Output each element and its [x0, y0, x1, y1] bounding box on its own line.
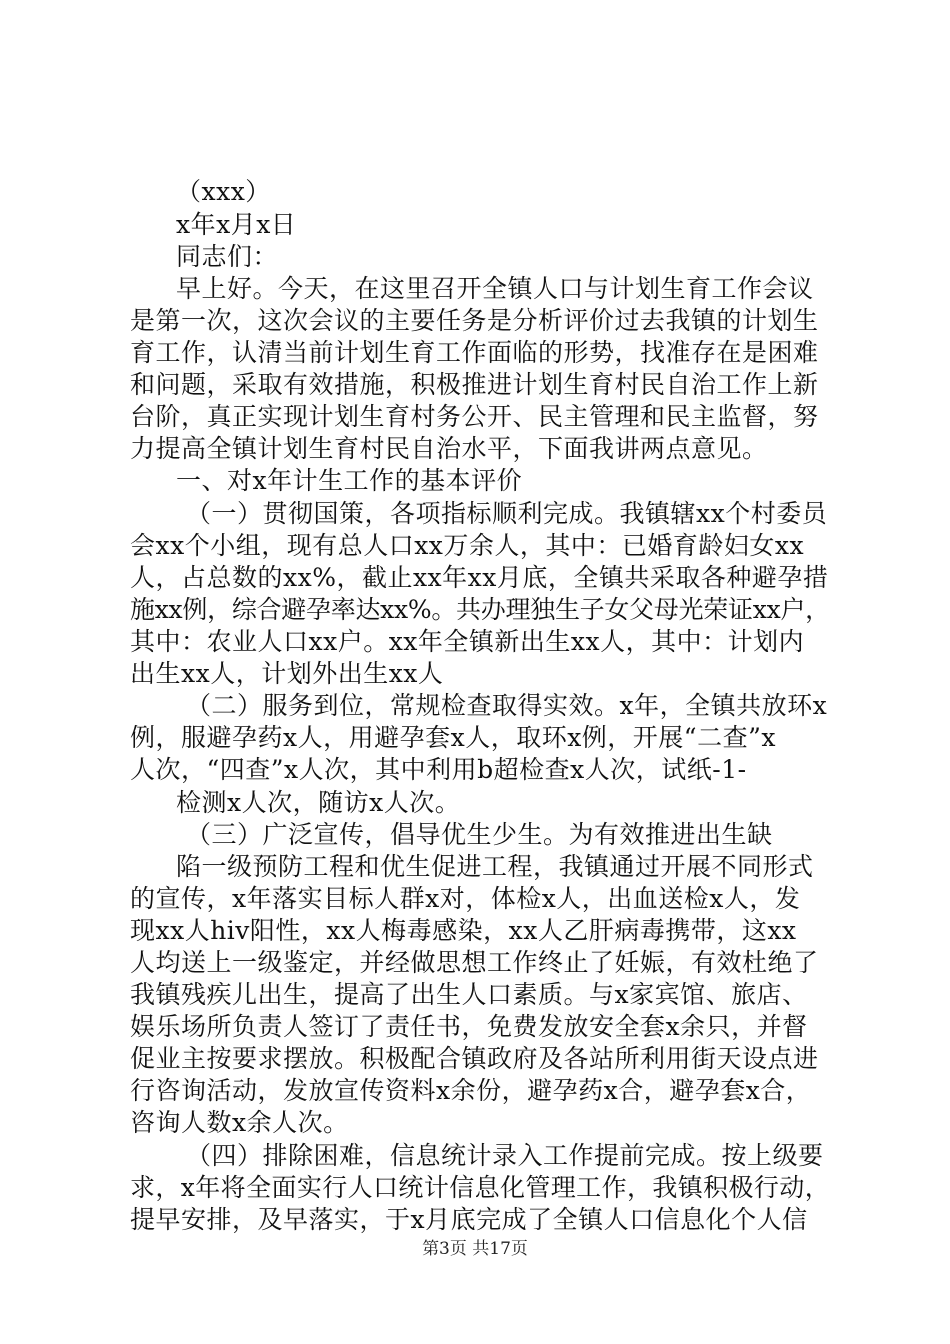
text-line: 现xx人hiv阳性，xx人梅毒感染，xx人乙肝病毒携带，这xx [130, 916, 797, 945]
text-line: 我镇残疾儿出生，提高了出生人口素质。与x家宾馆、旅店、 [130, 980, 808, 1009]
text-line: 会xx个小组，现有总人口xx万余人，其中：已婚育龄妇女xx [130, 531, 805, 560]
text-line: 台阶，真正实现计划生育村务公开、民主管理和民主监督，努 [130, 402, 819, 431]
text-line: 力提高全镇计划生育村民自治水平，下面我讲两点意见。 [130, 434, 768, 463]
text-line: （四）排除困难，信息统计录入工作提前完成。按上级要 [186, 1141, 824, 1170]
text-line: 促业主按要求摆放。积极配合镇政府及各站所利用街天设点进 [130, 1044, 819, 1073]
section-heading: 一、对x年计生工作的基本评价 [176, 466, 523, 495]
text-line: 陷一级预防工程和优生促进工程，我镇通过开展不同形式 [176, 852, 814, 881]
text-line: 早上好。今天，在这里召开全镇人口与计划生育工作会议 [176, 274, 814, 303]
text-line: （三）广泛宣传，倡导优生少生。为有效推进出生缺 [186, 820, 773, 849]
text-line: 其中：农业人口xx户。xx年全镇新出生xx人，其中：计划内 [130, 627, 805, 656]
text-line: 的宣传，x年落实目标人群x对，体检x人，出血送检x人，发 [130, 884, 801, 913]
text-line: （一）贯彻国策，各项指标顺利完成。我镇辖xx个村委员 [186, 499, 828, 528]
text-line: 娱乐场所负责人签订了责任书，免费发放安全套x余只，并督 [130, 1012, 808, 1041]
text-line: 咨询人数x余人次。 [130, 1108, 349, 1137]
page-footer: 第3页 共17页 [422, 1239, 528, 1259]
text-line: 检测x人次，随访x人次。 [176, 788, 461, 817]
text-line: 和问题，采取有效措施，积极推进计划生育村民自治工作上新 [130, 370, 819, 399]
text-line: 出生xx人，计划外出生xx人 [130, 659, 444, 688]
text-line: 例，服避孕药x人，用避孕套x人，取环x例，开展“二查”x [130, 723, 776, 752]
text-line: 育工作，认清当前计划生育工作面临的形势，找准存在是困难 [130, 338, 819, 367]
text-line: x年x月x日 [176, 210, 297, 239]
text-line: 施xx例，综合避孕率达xx%。共办理独生子女父母光荣证xx户， [130, 595, 830, 624]
text-line: 提早安排，及早落实，于x月底完成了全镇人口信息化个人信 [130, 1205, 808, 1234]
text-line: 求，x年将全面实行人口统计信息化管理工作，我镇积极行动， [130, 1173, 831, 1202]
text-line: 同志们： [176, 242, 279, 271]
text-line: 是第一次，这次会议的主要任务是分析评价过去我镇的计划生 [130, 306, 819, 335]
text-line: 人次，“四查”x人次，其中利用b超检查x人次，试纸-1- [130, 755, 747, 784]
text-line: 行咨询活动，发放宣传资料x余份，避孕药x合，避孕套x合， [130, 1076, 812, 1105]
text-line: （xxx） [176, 177, 271, 206]
text-line: 人，占总数的xx%，截止xx年xx月底，全镇共采取各种避孕措 [130, 563, 829, 592]
text-line: （二）服务到位，常规检查取得实效。x年，全镇共放环x [186, 691, 828, 720]
text-line: 人均送上一级鉴定，并经做思想工作终止了妊娠，有效杜绝了 [130, 948, 819, 977]
